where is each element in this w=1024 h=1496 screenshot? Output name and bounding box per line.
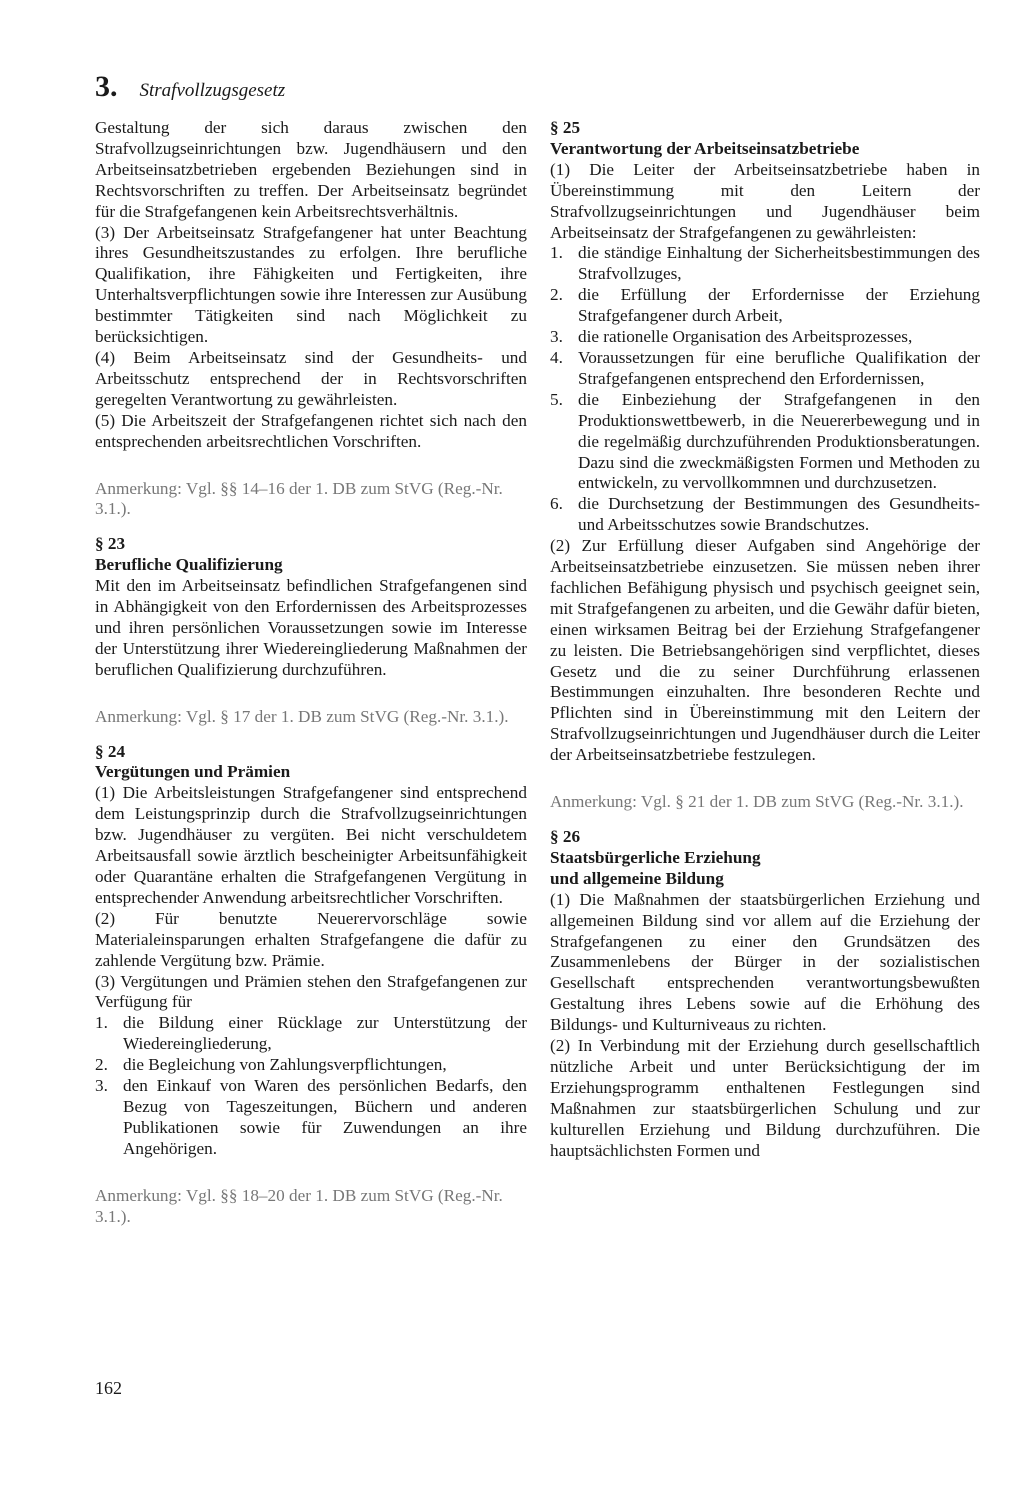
section-22-paragraph-5: (5) Die Arbeitszeit der Strafgefangenen richtet sich nach den entsprechenden arbeitsrechtlichen Vorschriften. <box>95 410 527 451</box>
list-item <box>550 390 980 495</box>
list-item-text: die Einbeziehung der Strafgefangenen in den Produktionswettbewerb, in die Neuererbewegung und in die regelmäßig durchzuführenden Produktionsberatungen. Dazu sind die zweckmäßigsten Formen und Methoden zu entwickeln, zu vervollkommnen und durchzusetzen. <box>578 389 980 493</box>
section-24-paragraph-2: (2) Für benutzte Neuerervorschläge sowie Materialeinsparungen erhalten Strafgefangene die dafür zu zahlende Vergütung bzw. Prämie. <box>95 908 527 970</box>
section-23-note: Anmerkung: Vgl. § 17 der 1. DB zum StVG (Reg.-Nr. 3.1.). <box>95 706 509 726</box>
section-26-number: § 26 <box>550 827 581 846</box>
section-24-paragraph-3: (3) Vergütungen und Prämien stehen den Strafgefangenen zur Verfügung für <box>95 971 527 1012</box>
section-26-paragraph-2: (2) In Verbindung mit der Erziehung durch gesellschaftlich nützliche Arbeit und unter Berücksichtigung der im Erziehungsprogramm enthaltenen Festlegungen sind Maßnahmen zur staatsbürgerlichen Schulung und zur kulturellen Erziehung und Bildung durchzuführen. Die hauptsächlichsten Formen und <box>550 1036 980 1160</box>
list-item-number: 2. <box>550 285 563 305</box>
list-item-text: Voraussetzungen für eine berufliche Qualifikation der Strafgefangenen entsprechend den Erfordernissen, <box>578 347 980 388</box>
section-25-heading <box>550 118 980 160</box>
list-item-number: 4. <box>550 347 563 367</box>
section-24-heading <box>95 742 527 784</box>
list-item-number: 5. <box>550 389 563 409</box>
section-24-number: § 24 <box>95 741 126 761</box>
section-22-continuation: Gestaltung der sich daraus zwischen den Strafvollzugseinrichtungen bzw. Jugendhäusern und den Arbeitseinsatzbetrieben ergebenden Beziehungen sind in Rechtsvorschriften zu treffen. Der Arbeitseinsatz begründet für die Strafgefangenen kein Arbeitsrechtsverhältnis. <box>95 118 527 221</box>
list-item-number: 1. <box>550 243 563 263</box>
running-header <box>95 70 285 104</box>
section-22-paragraph-3: (3) Der Arbeitseinsatz Strafgefangener hat unter Beachtung ihres Gesundheitszustandes zu erfolgen. Ihre berufliche Qualifikation, ihre Fähigkeiten und Fertigkeiten, ihre Unterhaltsverpflichtungen sowie ihre Interessen zur Ausübung bestimmter Tätigkeiten sind nach Möglichkeit zu berücksichtigen. <box>95 222 527 347</box>
section-26-title-line-2: und allgemeine Bildung <box>550 868 724 888</box>
list-item-text: den Einkauf von Waren des persönlichen Bedarfs, den Bezug von Tageszeitungen, Büchern und anderen Publikationen sowie für Zuwendungen an ihre Angehörigen. <box>123 1076 527 1158</box>
list-item-text: die ständige Einhaltung der Sicherheitsbestimmungen des Strafvollzuges, <box>578 243 980 284</box>
section-22-paragraph-4: (4) Beim Arbeitseinsatz sind der Gesundheits- und Arbeitsschutz entsprechend der in Rechtsvorschriften geregelten Verantwortung zu gewährleisten. <box>95 347 527 409</box>
chapter-title: Strafvollzugsgesetz <box>139 80 286 101</box>
list-item <box>95 1055 527 1076</box>
list-item-number: 3. <box>95 1076 108 1096</box>
section-26-paragraph-1: (1) Die Maßnahmen der staatsbürgerlichen Erziehung und allgemeinen Bildung sind vor allem auf die Erziehung der Strafgefangenen zu einer den Grundsätzen des Zusammenlebens der Bürger in der sozialistischen Gesellschaft entsprechenden verantwortungsbewußten Gestaltung ihres Lebens sowie auf die Erhöhung des Bildungs- und Kulturniveaus zu richten. <box>550 889 980 1035</box>
right-column <box>550 118 980 1162</box>
section-25-number: § 25 <box>550 118 581 137</box>
list-item-number: 2. <box>95 1055 108 1075</box>
list-item <box>550 285 980 327</box>
list-item-text: die Bildung einer Rücklage zur Unterstützung der Wiedereingliederung, <box>123 1013 527 1054</box>
section-24-paragraph-1: (1) Die Arbeitsleistungen Strafgefangener sind entsprechend dem Leistungsprinzip durch die Strafvollzugseinrichtungen bzw. Jugendhäuser zu vergüten. Bei nicht verschuldetem Arbeitsausfall sowie ärztlich bescheinigter Arbeitsunfähigkeit oder Quarantäne erhalten die Strafgefangenen Vergütung in entsprechender Anwendung arbeitsrechtlicher Vorschriften. <box>95 783 527 907</box>
section-25-list <box>550 243 980 536</box>
section-25-title: Verantwortung der Arbeitseinsatzbetriebe <box>550 138 860 158</box>
list-item-text: die rationelle Organisation des Arbeitsprozesses, <box>578 327 913 347</box>
section-23-text: Mit den im Arbeitseinsatz befindlichen Strafgefangenen sind in Abhängigkeit von den Erfordernissen des Arbeitsprozesses und ihren persönlichen Voraussetzungen sowie im Interesse der Unterstützung ihrer Wiedereingliederung Maßnahmen der beruflichen Qualifizierung durchzuführen. <box>95 576 527 679</box>
section-24-list <box>95 1013 527 1159</box>
section-25-note: Anmerkung: Vgl. § 21 der 1. DB zum StVG (Reg.-Nr. 3.1.). <box>550 792 964 812</box>
list-item <box>95 1013 527 1055</box>
list-item <box>550 348 980 390</box>
list-item <box>550 327 980 348</box>
list-item <box>550 494 980 536</box>
list-item-number: 1. <box>95 1013 108 1033</box>
section-23-title: Berufliche Qualifizierung <box>95 555 283 575</box>
chapter-number: 3. <box>95 70 118 103</box>
list-item <box>550 243 980 285</box>
section-26-heading <box>550 827 980 890</box>
section-25-paragraph-2: (2) Zur Erfüllung dieser Aufgaben sind Angehörige der Arbeitseinsatzbetriebe einzusetzen. Sie müssen neben ihrer fachlichen Befähigung physisch und psychisch geeignet sein, mit Strafgefangenen zu arbeiten, und die Gewähr dafür bieten, einen wirksamen Beitrag bei der Erziehung Strafgefangener zu leisten. Die Betriebsangehörigen sind verpflichtet, dieses Gesetz und die zu seiner Durchführung erlassenen Bestimmungen einzuhalten. Ihre besonderen Rechte und Pflichten sind in Übereinstimmung mit den Leitern der Strafvollzugseinrichtungen und Jugendhäuser durch die Leiter der Arbeitseinsatzbetriebe festzulegen. <box>550 536 980 765</box>
list-item-text: die Erfüllung der Erfordernisse der Erziehung Strafgefangener durch Arbeit, <box>578 285 980 326</box>
section-22-note: Anmerkung: Vgl. §§ 14–16 der 1. DB zum StVG (Reg.-Nr. 3.1.). <box>95 478 503 519</box>
left-column <box>95 118 527 1242</box>
list-item-text: die Durchsetzung der Bestimmungen des Gesundheits- und Arbeitsschutzes sowie Brandschutzes. <box>578 494 980 535</box>
list-item-number: 3. <box>550 327 563 347</box>
section-24-note: Anmerkung: Vgl. §§ 18–20 der 1. DB zum StVG (Reg.-Nr. 3.1.). <box>95 1185 503 1226</box>
section-24-title: Vergütungen und Prämien <box>95 762 291 782</box>
section-25-paragraph-1: (1) Die Leiter der Arbeitseinsatzbetriebe haben in Übereinstimmung mit den Leitern der Strafvollzugseinrichtungen und Jugendhäuser beim Arbeitseinsatz der Strafgefangenen zu gewährleisten: <box>550 159 980 242</box>
section-26-title-line-1: Staatsbürgerliche Erziehung <box>550 847 761 867</box>
list-item-number: 6. <box>550 494 563 514</box>
page-number: 162 <box>95 1378 122 1398</box>
list-item <box>95 1076 527 1160</box>
list-item-text: die Begleichung von Zahlungsverpflichtungen, <box>123 1055 447 1075</box>
section-23-heading <box>95 534 527 576</box>
section-23-number: § 23 <box>95 534 126 554</box>
